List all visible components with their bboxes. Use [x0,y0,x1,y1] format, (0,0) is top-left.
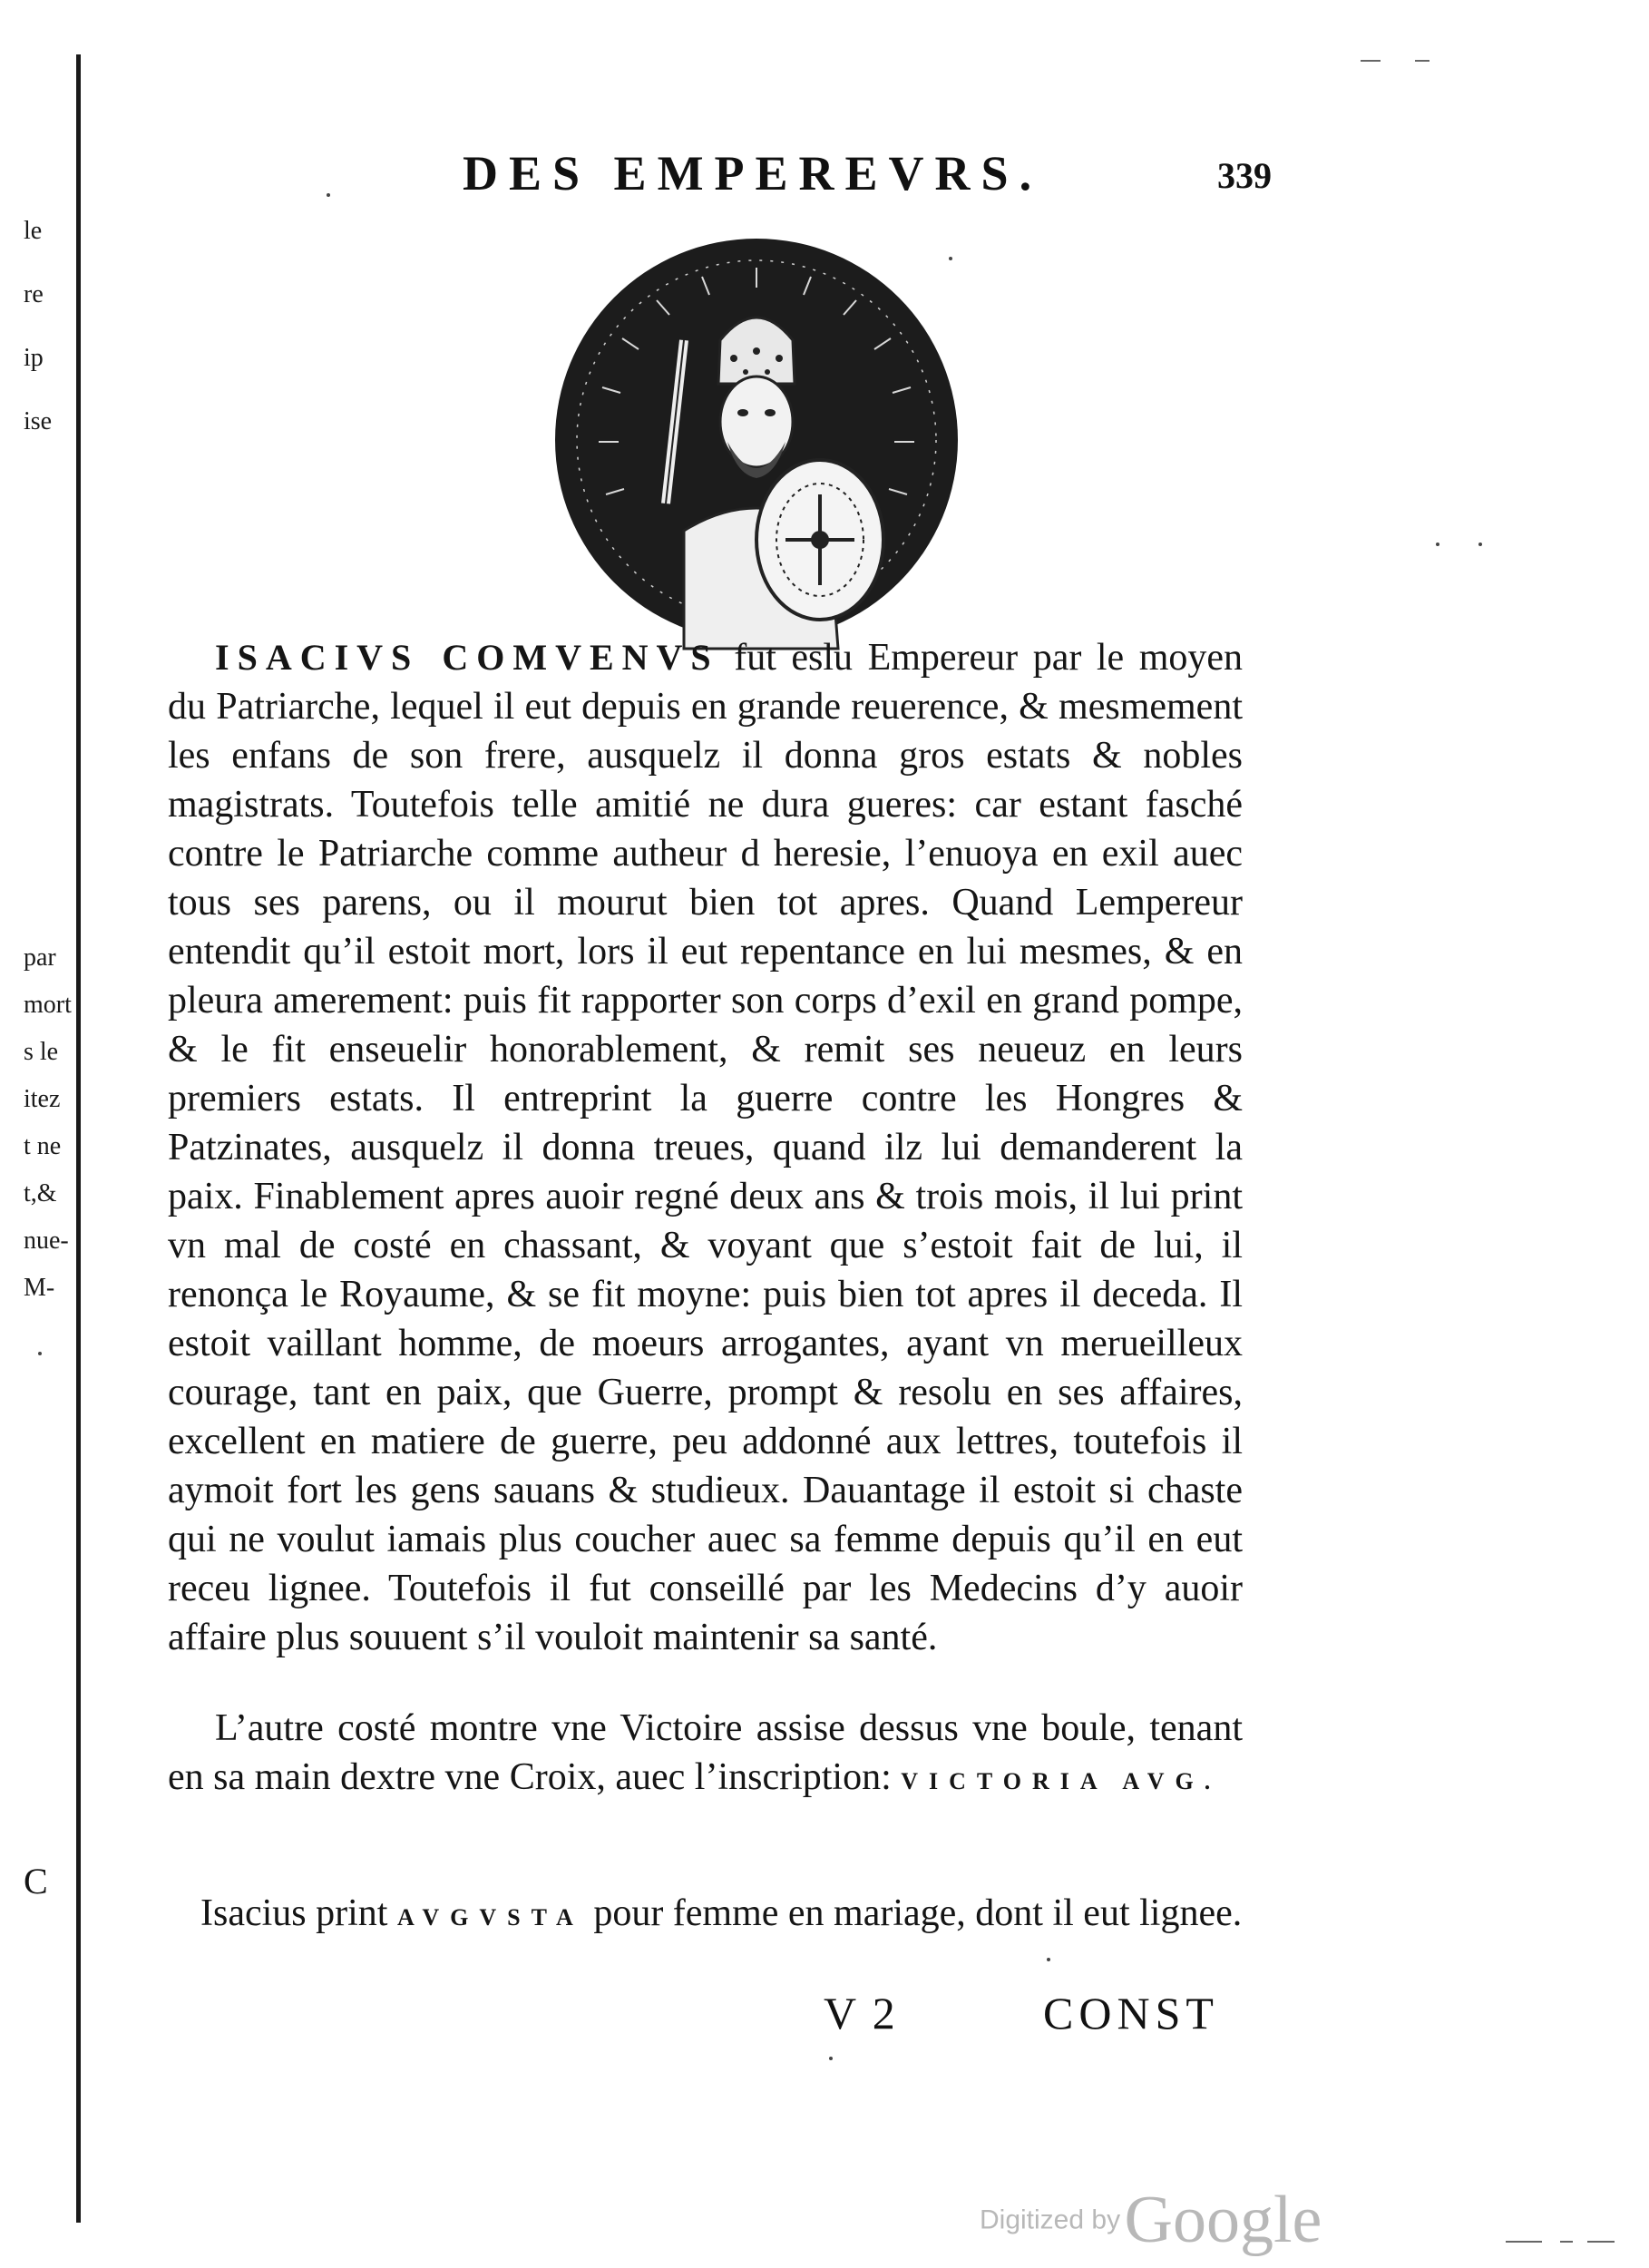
margin-notes-middle [24,934,72,1312]
paragraph-3-end: pour femme en mariage, dont il eut lignee. [583,1892,1243,1934]
scan-speck [327,193,330,197]
main-paragraph [168,633,1243,1662]
margin-note: s le [24,1038,59,1066]
margin-note: t,& [24,1179,57,1207]
margin-note-lower: C [24,1861,48,1901]
watermark-prefix: Digitized by [980,2204,1121,2235]
margin-note: ip [24,344,44,372]
gutter-rule [76,54,81,2223]
scan-dash [1506,2241,1542,2243]
margin-note: par [24,943,56,972]
reverse-description-paragraph [168,1704,1243,1806]
page-number: 339 [1217,155,1272,196]
margin-note: nue- [24,1227,69,1255]
scan-speck [829,2057,833,2060]
catchword: CONST [1043,1988,1219,2038]
scan-dash [1587,2241,1615,2243]
margin-note: mort [24,991,72,1019]
paragraph-2-text: L’autre costé montre vne Victoire assise dessus vne boule, tenant en sa main dextre vne Croix, auec l’inscription: [168,1707,1243,1798]
margin-note: ise [24,407,53,435]
scan-speck [949,257,952,260]
margin-note: le [24,217,43,245]
marriage-paragraph [168,1887,1243,1944]
margin-note: t ne [24,1132,62,1160]
emperor-medallion-image [548,231,965,649]
digitized-watermark [980,2182,1322,2259]
watermark-brand: Google [1124,2183,1322,2257]
scan-speck [1047,1958,1050,1961]
margin-notes-top [24,200,65,454]
scan-dash [1361,60,1381,62]
scan-speck [1436,543,1439,546]
paragraph-1-text: fut eslu Empereur par le moyen du Patriarche, lequel il eut depuis en grande reuerence, & mesmement les enfans de son frere, ausquelz il donna gros estats & nobles magistrats. Toutefois telle amitié ne dura gueres: car estant fasché contre le Patriarche comme autheur d heresie, l’enuoya en exil auec tous ses parens, ou il mourut bien tot apres. Quand Lempereur entendit qu’il estoit mort, lors il eut repentance en lui mesmes, & en pleura amerement: puis fit rapporter son corps d’exil en grand pompe, & le fit enseuelir honorablement, & remit ses neueuz en leurs premiers estats. Il entreprint la guerre contre les Hongres & Patzinates, ausquelz il donna treues, quand ilz lui demanderent la paix. Finablement apres auoir regné deux ans & trois mois, il lui print vn mal de costé en chassant, & voyant que s’estoit fait de lui, il renonça le Royaume, & se fit moyne: puis bien tot apres il deceda. Il estoit vaillant homme, de moeurs arrogantes, ayant vn merueilleux courage, tant en paix, que Guerre, prompt & resolu en ses affaires, excellent en matiere de guerre, peu addonné aux lettres, toutefois il aymoit fort les gens sauans & studieux. Dauantage il estoit si chaste qui ne voulut iamais plus coucher auec sa femme depuis qu’il en eut receu lignee. Toutefois il fut conseillé par les Medecins d’y auoir affaire plus souuent s’il vouloit maintenir sa santé. [168,637,1244,1658]
emperor-name: ISACIVS COMVENVS [215,637,719,678]
margin-note: re [24,280,44,308]
scan-speck [1478,543,1482,546]
scan-speck [38,1352,42,1355]
running-head: DES EMPEREVRS. [463,146,1043,200]
paragraph-3-start: Isacius print [200,1892,397,1934]
inscription: VICTORIA AVG. [901,1768,1222,1794]
scan-dash [1560,2241,1573,2243]
signature-mark: V 2 [824,1988,898,2038]
margin-note: M- [24,1274,55,1302]
margin-note: itez [24,1085,61,1113]
scan-dash [1415,60,1429,62]
wife-name: AVGVSTA [396,1904,584,1931]
